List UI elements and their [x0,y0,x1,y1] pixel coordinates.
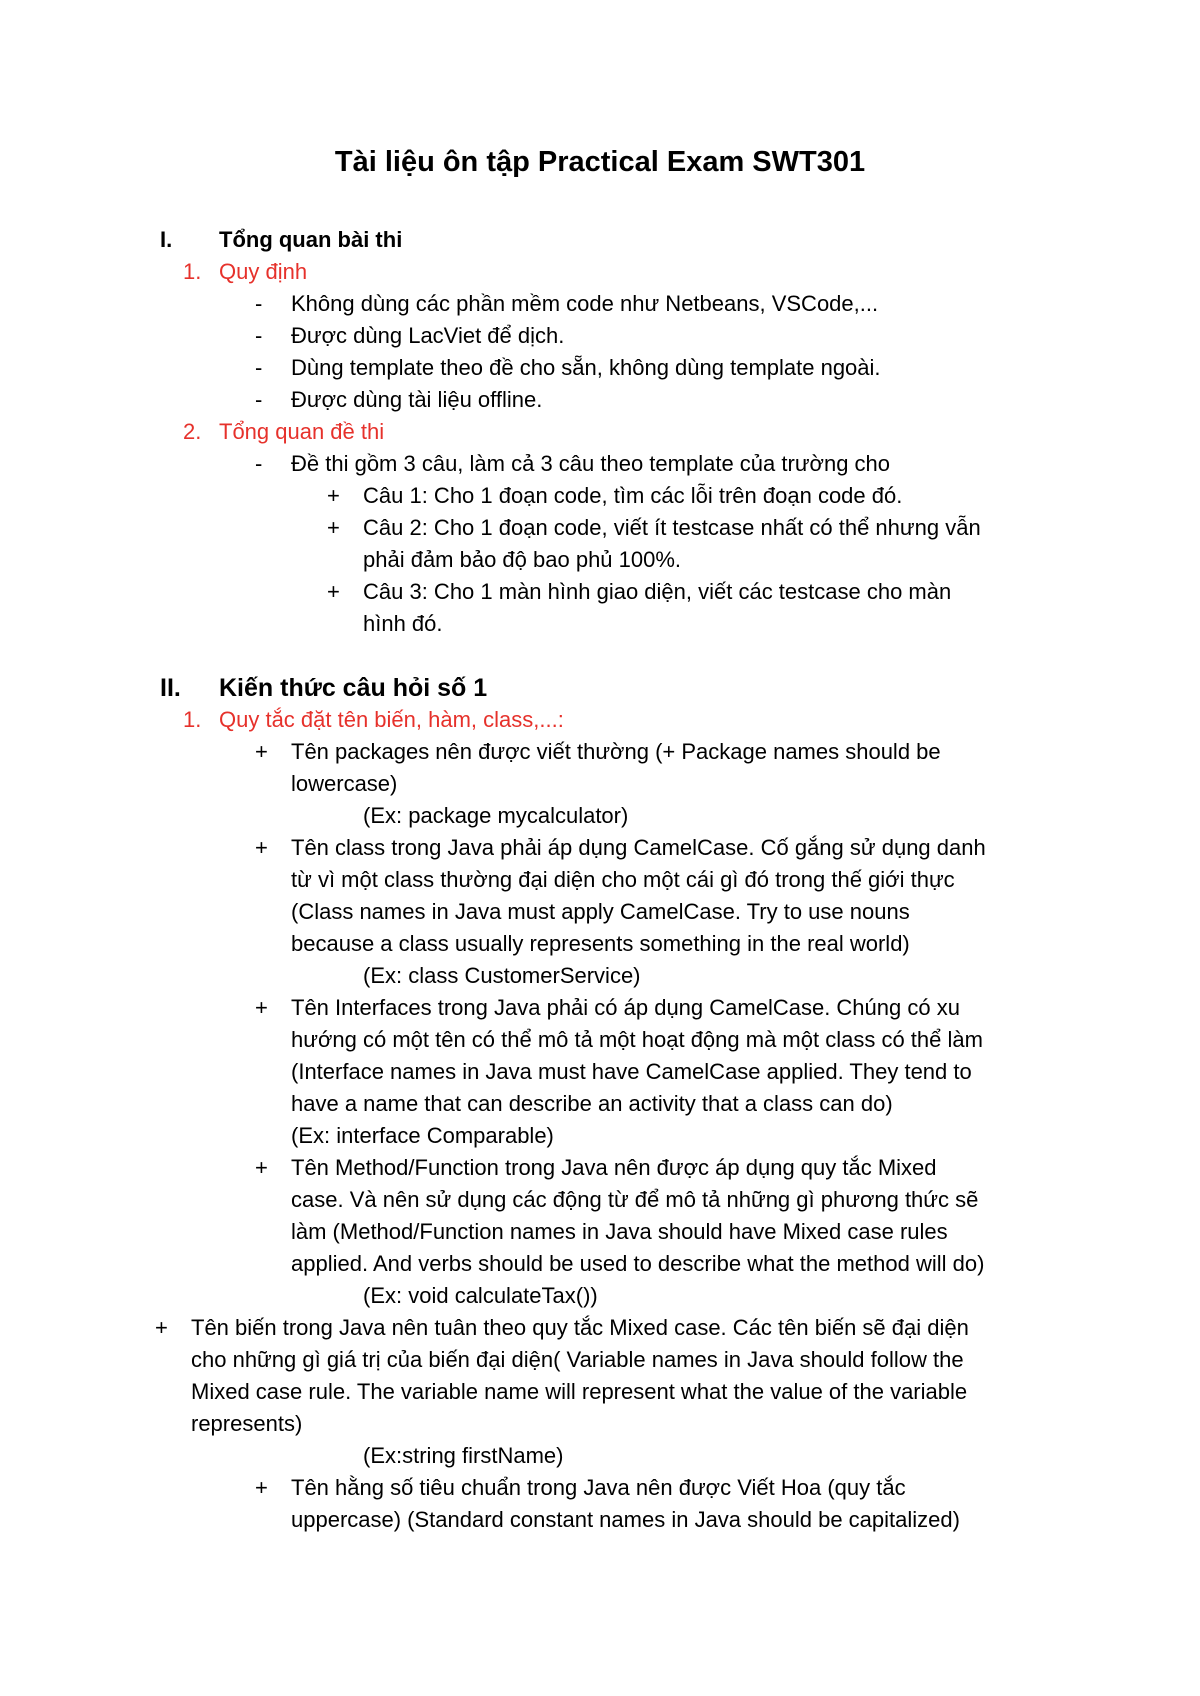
bullet-plus: + [327,515,340,540]
bullet-dash: - [255,387,263,412]
rule-line: Tên packages nên được viết thường (+ Package names should be [291,739,941,764]
sub-item-line: Câu 1: Cho 1 đoạn code, tìm các lỗi trên đoạn code đó. [363,483,903,508]
rule-line: hướng có một tên có thể mô tả một hoạt động mà một class có thể làm [291,1027,983,1052]
bullet-plus: + [327,483,340,508]
list-item: Được dùng tài liệu offline. [291,387,543,412]
rule-line: case. Và nên sử dụng các động từ để mô tả những gì phương thức sẽ [291,1187,979,1212]
rule-line: Tên Method/Function trong Java nên được áp dụng quy tắc Mixed [291,1155,937,1180]
bullet-dash: - [255,355,263,380]
subsection-heading: Tổng quan đề thi [219,419,385,444]
subsection-marker: 2. [183,419,202,444]
rule-line: applied. And verbs should be used to describe what the method will do) [291,1251,985,1276]
rule-line: uppercase) (Standard constant names in Java should be capitalized) [291,1507,960,1532]
subsection-heading: Quy tắc đặt tên biến, hàm, class,...: [219,707,564,732]
rule-line: because a class usually represents something in the real world) [291,931,910,956]
subsection-marker: 1. [183,707,202,732]
rule-line: (Class names in Java must apply CamelCase. Try to use nouns [291,899,910,924]
sub-item-line: Câu 3: Cho 1 màn hình giao diện, viết các testcase cho màn [363,579,952,604]
section-marker: II. [160,674,181,702]
bullet-plus: + [255,1155,268,1180]
bullet-dash: - [255,323,263,348]
rule-example: (Ex: interface Comparable) [291,1123,554,1148]
rule-example: (Ex: package mycalculator) [363,803,629,828]
list-item: Dùng template theo đề cho sẵn, không dùng template ngoài. [291,355,881,380]
rule-line: từ vì một class thường đại diện cho một cái gì đó trong thế giới thực [291,867,955,892]
sub-item-line: Câu 2: Cho 1 đoạn code, viết ít testcase nhất có thể nhưng vẫn [363,515,981,540]
list-item: Đề thi gồm 3 câu, làm cả 3 câu theo template của trường cho [291,451,891,476]
rule-line: Tên Interfaces trong Java phải có áp dụng CamelCase. Chúng có xu [291,995,960,1020]
bullet-plus: + [255,835,268,860]
list-item: Được dùng LacViet để dịch. [291,323,565,348]
rule-line: (Interface names in Java must have CamelCase applied. They tend to [291,1059,972,1084]
bullet-dash: - [255,451,263,476]
rule-example: (Ex: class CustomerService) [363,963,641,988]
rule-line: Tên biến trong Java nên tuân theo quy tắc Mixed case. Các tên biến sẽ đại diện [191,1315,969,1340]
section-heading: Tổng quan bài thi [219,227,403,252]
rule-line: làm (Method/Function names in Java should have Mixed case rules [291,1219,948,1244]
bullet-plus: + [255,995,268,1020]
bullet-dash: - [255,291,263,316]
subsection-marker: 1. [183,259,202,284]
subsection-heading: Quy định [219,259,308,284]
rule-line: represents) [191,1411,303,1436]
bullet-plus: + [327,579,340,604]
bullet-plus: + [255,1475,268,1500]
bullet-plus: + [255,739,268,764]
sub-item-line: phải đảm bảo độ bao phủ 100%. [363,547,682,572]
rule-line: Tên class trong Java phải áp dụng CamelCase. Cố gắng sử dụng danh [291,835,986,860]
rule-line: have a name that can describe an activity that a class can do) [291,1091,893,1116]
rule-example: (Ex: void calculateTax()) [363,1283,598,1308]
section-marker: I. [160,227,173,252]
bullet-plus: + [155,1315,168,1340]
rule-line: lowercase) [291,771,398,796]
rule-line: Tên hằng số tiêu chuẩn trong Java nên được Viết Hoa (quy tắc [291,1475,906,1500]
rule-line: cho những gì giá trị của biến đại diện( Variable names in Java should follow the [191,1347,964,1372]
section-heading: Kiến thức câu hỏi số 1 [219,674,488,702]
rule-line: Mixed case rule. The variable name will represent what the value of the variable [191,1379,968,1404]
rule-example: (Ex:string firstName) [363,1443,564,1468]
document-title: Tài liệu ôn tập Practical Exam SWT301 [334,146,866,178]
list-item: Không dùng các phần mềm code như Netbeans, VSCode,... [291,291,879,316]
sub-item-line: hình đó. [363,611,443,636]
